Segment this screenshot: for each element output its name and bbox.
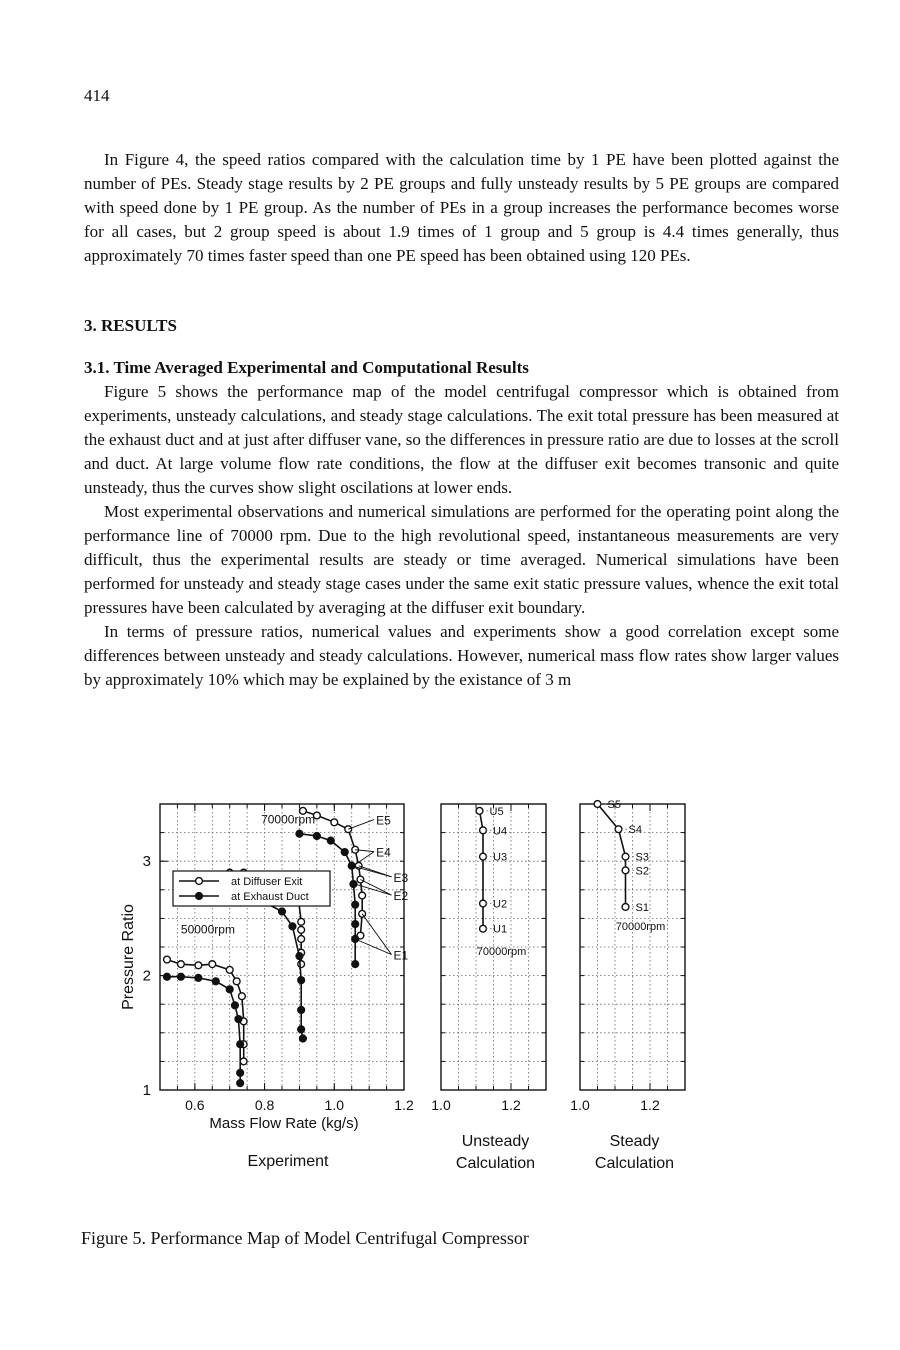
- data-point: [622, 867, 629, 874]
- data-point: [341, 849, 348, 856]
- data-point: [296, 953, 303, 960]
- data-point: [615, 826, 622, 833]
- data-point: [237, 1041, 244, 1048]
- paragraph-operating-point: Most experimental observations and numerical simulations are performed for the operating point along the performance line of 70000 rpm. Due to the high revolutional speed, instantaneous measurements are very difficult, thus the experimental results are steady or time averaged. Numerical simulations have been performed for unsteady and steady stage cases under the same exit static pressure values, whence the exit total pressures have been calculated by averaging at the diffuser exit boundary.: [84, 502, 839, 617]
- data-point: [480, 900, 487, 907]
- point-label: U4: [493, 825, 508, 838]
- chart-title-line-2: Calculation: [455, 1155, 536, 1172]
- data-point: [594, 801, 601, 808]
- data-point: [480, 925, 487, 932]
- data-point: [237, 1069, 244, 1076]
- data-point: [327, 837, 334, 844]
- x-tick-label: 1.2: [501, 1097, 521, 1113]
- data-point: [235, 1016, 242, 1023]
- point-label: E4: [376, 845, 391, 860]
- data-point: [331, 819, 338, 826]
- point-label: E5: [376, 813, 391, 828]
- x-tick-label: 1.2: [394, 1097, 414, 1113]
- data-point: [298, 1026, 305, 1033]
- data-point: [352, 901, 359, 908]
- data-point: [195, 962, 202, 969]
- legend-label: at Diffuser Exit: [231, 876, 303, 888]
- data-point: [226, 966, 233, 973]
- data-point: [476, 807, 483, 814]
- data-point: [298, 961, 305, 968]
- data-point: [289, 923, 296, 930]
- section-heading: 3. RESULTS: [84, 316, 177, 335]
- paragraph-figure5: Figure 5 shows the performance map of the model centrifugal compressor which is obtained from experiments, unsteady calculations, and steady stage calculations. The exit total pressure has been measured at the exhaust duct and at just after diffuser vane, so the differences in pressure ratio are due to losses at the scroll and duct. At large volume flow rate conditions, the flow at the diffuser exit becomes transonic and quite unsteady, thus the curves show slight oscilations at lower ends.: [84, 382, 839, 497]
- data-point: [298, 977, 305, 984]
- point-label: S4: [628, 824, 642, 837]
- chart-title: Experiment: [247, 1153, 329, 1170]
- data-point: [300, 1035, 307, 1042]
- point-label: S2: [635, 865, 649, 878]
- point-label: S1: [635, 901, 649, 914]
- point-label: E1: [393, 948, 409, 963]
- point-label: U1: [493, 923, 508, 936]
- x-tick-label: 1.0: [431, 1097, 451, 1113]
- data-point: [359, 892, 366, 899]
- data-point: [195, 974, 202, 981]
- data-point: [233, 978, 240, 985]
- data-point: [352, 921, 359, 928]
- data-point: [480, 853, 487, 860]
- data-point: [240, 1058, 247, 1065]
- paragraph-pressure-ratios: In terms of pressure ratios, numerical values and experiments show a good correlation except some differences between unsteady and steady calculations. However, numerical mass flow rates show larger values by approximately 10% which may be explained by the existance of 3 m: [84, 622, 839, 689]
- speed-label: 70000rpm: [615, 920, 666, 933]
- paragraph-intro: In Figure 4, the speed ratios compared with the calculation time by 1 PE have been plotted against the number of PEs. Steady stage results by 2 PE groups and fully unsteady results by 5 PE groups are compared with speed done by 1 PE group. As the number of PEs in a group increases the performance becomes worse for all cases, but 2 group speed is about 1.9 times of 1 group and 5 group is 4.4 times generally, thus approximately 70 times faster speed than one PE speed has been obtained using 120 PEs.: [84, 150, 839, 265]
- data-point: [239, 993, 246, 1000]
- point-label: U2: [493, 898, 508, 911]
- data-point: [178, 961, 185, 968]
- data-point: [212, 978, 219, 985]
- data-point: [298, 918, 305, 925]
- data-point: [298, 926, 305, 933]
- chart-panel-2: [431, 804, 546, 1172]
- point-label: U3: [493, 851, 508, 864]
- legend-marker: [196, 878, 203, 885]
- figure-caption: Figure 5. Performance Map of Model Centrifugal Compressor: [81, 1228, 529, 1248]
- data-point: [352, 936, 359, 943]
- x-axis-label: Mass Flow Rate (kg/s): [209, 1115, 359, 1132]
- series-line: [237, 897, 303, 1039]
- data-point: [178, 973, 185, 980]
- speed-label: 70000rpm: [476, 946, 527, 959]
- speed-label: 70000rpm: [261, 812, 316, 827]
- data-point: [622, 853, 629, 860]
- chart-panel-1: [120, 804, 414, 1170]
- y-tick-label: 2: [142, 967, 151, 985]
- data-point: [296, 830, 303, 837]
- x-tick-label: 0.8: [254, 1097, 275, 1113]
- y-axis-label: Pressure Ratio: [120, 904, 137, 1010]
- legend-label: at Exhaust Duct: [231, 891, 309, 903]
- x-tick-label: 1.0: [570, 1097, 590, 1113]
- data-point: [232, 1002, 239, 1009]
- data-point: [237, 1080, 244, 1087]
- point-label: E2: [393, 889, 409, 904]
- point-label: S5: [607, 799, 621, 811]
- y-tick-label: 1: [142, 1082, 151, 1099]
- data-point: [480, 827, 487, 834]
- speed-label: 50000rpm: [180, 922, 235, 937]
- chart-title-line-1: Unsteady: [461, 1133, 530, 1150]
- data-point: [279, 908, 286, 915]
- data-point: [622, 904, 629, 911]
- data-point: [298, 936, 305, 943]
- data-point: [209, 961, 216, 968]
- chart-title-line-2: Calculation: [594, 1155, 675, 1172]
- subsection-heading: 3.1. Time Averaged Experimental and Computational Results: [84, 358, 529, 377]
- y-tick-label: 3: [142, 853, 151, 871]
- series-line: [598, 804, 626, 907]
- data-point: [298, 1007, 305, 1014]
- label-pointer: [352, 866, 392, 877]
- legend-marker: [196, 893, 203, 900]
- chart-panel-3: [570, 799, 685, 1172]
- point-label: S3: [635, 851, 649, 864]
- data-point: [352, 961, 359, 968]
- page-number: 414: [84, 86, 110, 105]
- x-tick-label: 1.2: [640, 1097, 660, 1113]
- chart-title-line-1: Steady: [609, 1133, 660, 1150]
- data-point: [164, 973, 171, 980]
- point-label: U5: [489, 805, 504, 818]
- x-tick-label: 0.6: [185, 1097, 205, 1113]
- data-point: [226, 986, 233, 993]
- x-tick-label: 1.0: [324, 1097, 345, 1113]
- data-point: [313, 833, 320, 840]
- point-label: E3: [393, 870, 409, 885]
- data-point: [164, 956, 171, 963]
